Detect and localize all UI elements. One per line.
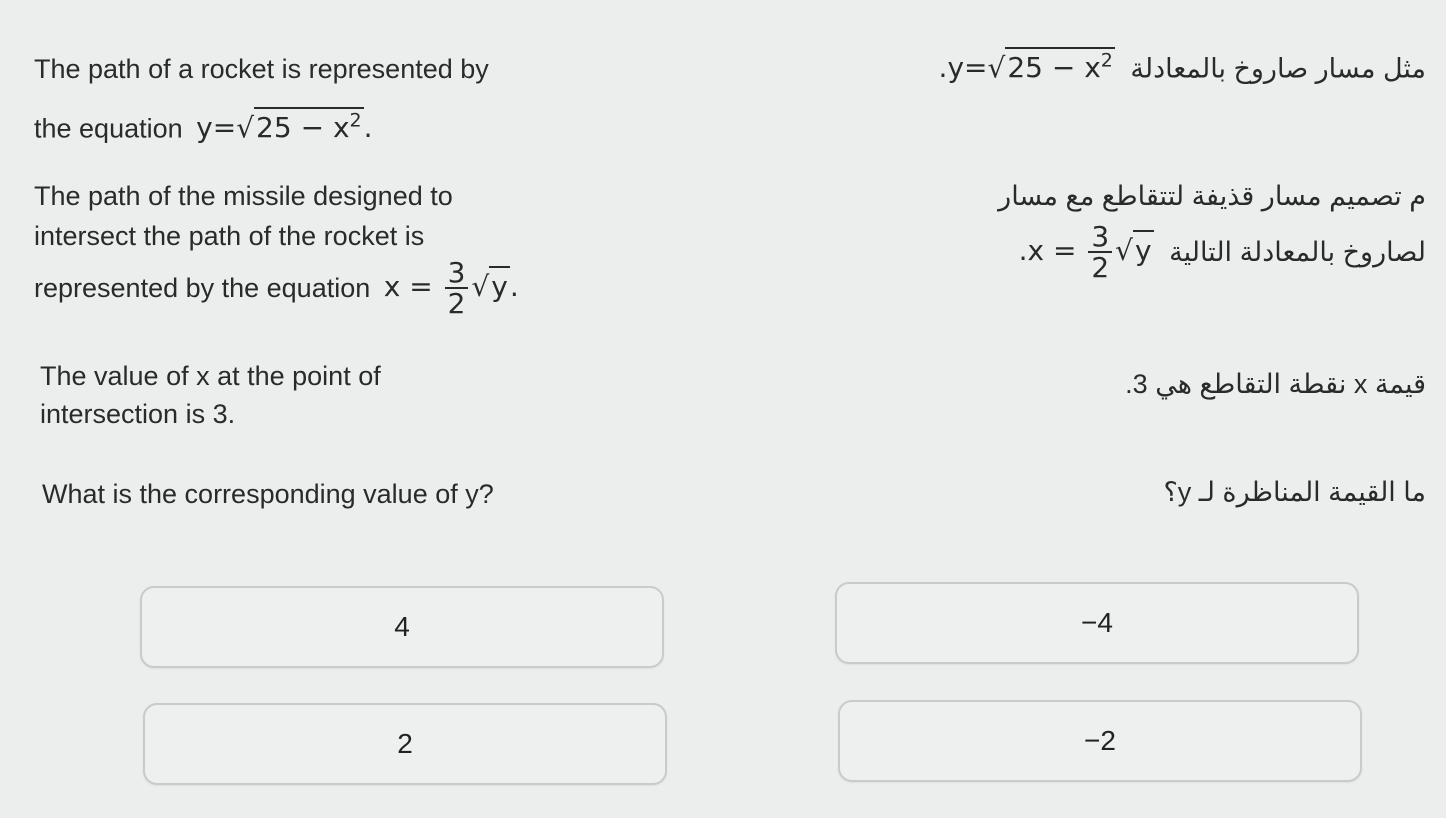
question-en-p4: What is the corresponding value of y? <box>42 479 494 509</box>
question-ar-p1-text: مثل مسار صاروخ بالمعادلة <box>1130 53 1426 84</box>
eq-exponent: 2 <box>349 110 362 132</box>
eq-lhs: x <box>383 270 401 304</box>
fraction-numerator: 3 <box>445 258 469 289</box>
question-en-p3-line2: intersection is 3. <box>40 399 236 429</box>
eq-exponent: 2 <box>1100 50 1113 72</box>
eq-radicand: 25 − x <box>1007 51 1101 85</box>
option-label: 2 <box>397 728 413 759</box>
question-ar-p3: قيمة x نقطة التقاطع هي 3. <box>1125 369 1426 399</box>
rocket-equation-en: $y=√25 - x^2$. <box>196 111 372 144</box>
question-en-p2-line3 <box>34 258 519 319</box>
option-label: −2 <box>1084 725 1116 756</box>
missile-equation-en: x = $\frac{3}{2}$ √y. <box>383 256 519 321</box>
question-ar-p2-line2 <box>1019 222 1426 283</box>
question-ar-p2-line2-text: لصاروخ بالمعادلة التالية <box>1169 237 1426 268</box>
eq-lhs: y <box>947 51 965 85</box>
option-button-2[interactable] <box>835 582 1359 664</box>
rocket-equation-ar: $.y=√25 - x^2$ <box>939 51 1115 84</box>
option-button-1[interactable] <box>140 586 664 668</box>
question-en-p2-line2: intersect the path of the rocket is <box>34 221 425 251</box>
eq-radicand: 25 − x <box>256 111 350 145</box>
sqrt-symbol: √y <box>471 270 509 304</box>
eq-sign: = <box>409 270 433 304</box>
question-ar-p1 <box>939 50 1426 85</box>
question-en-p2-line3-text: represented by the equation <box>34 273 371 304</box>
question-ar-p4: ما القيمة المناظرة لـ y؟ <box>1163 477 1426 507</box>
question-en-p3-line1: The value of x at the point of <box>40 361 381 391</box>
eq-radicand: y <box>1133 230 1154 267</box>
fraction <box>1088 222 1112 283</box>
option-label: 4 <box>394 611 410 642</box>
eq-sign: = <box>1052 234 1077 268</box>
fraction-numerator: 3 <box>1088 222 1112 253</box>
sqrt-symbol: $√25 - x^2$ <box>987 50 1114 85</box>
sqrt-symbol: $√25 - x^2$ <box>236 110 363 145</box>
eq-lhs: y <box>196 111 213 145</box>
option-label: −4 <box>1081 607 1113 638</box>
question-en-p1-line2-text: the equation <box>34 113 183 144</box>
question-ar-p2-line1: م تصميم مسار قذيفة لتتقاطع مع مسار <box>998 181 1426 211</box>
sqrt-symbol: √y <box>1115 234 1153 268</box>
option-button-4[interactable] <box>838 700 1362 782</box>
eq-lhs: x <box>1027 234 1045 268</box>
eq-sign: = <box>964 51 988 85</box>
question-en-p2-line1: The path of the missile designed to <box>34 181 453 211</box>
eq-sign: = <box>212 111 237 145</box>
missile-equation-ar: .x = $\frac{3}{2}$ √y <box>1018 220 1152 285</box>
fraction-denominator: 2 <box>1091 251 1110 285</box>
option-button-3[interactable] <box>143 703 667 785</box>
question-en-p1-line2 <box>34 110 373 145</box>
fraction <box>445 258 469 319</box>
question-en-p1-line1: The path of a rocket is represented by <box>34 54 489 84</box>
fraction-denominator: 2 <box>447 287 466 321</box>
eq-radicand: y <box>489 266 510 303</box>
